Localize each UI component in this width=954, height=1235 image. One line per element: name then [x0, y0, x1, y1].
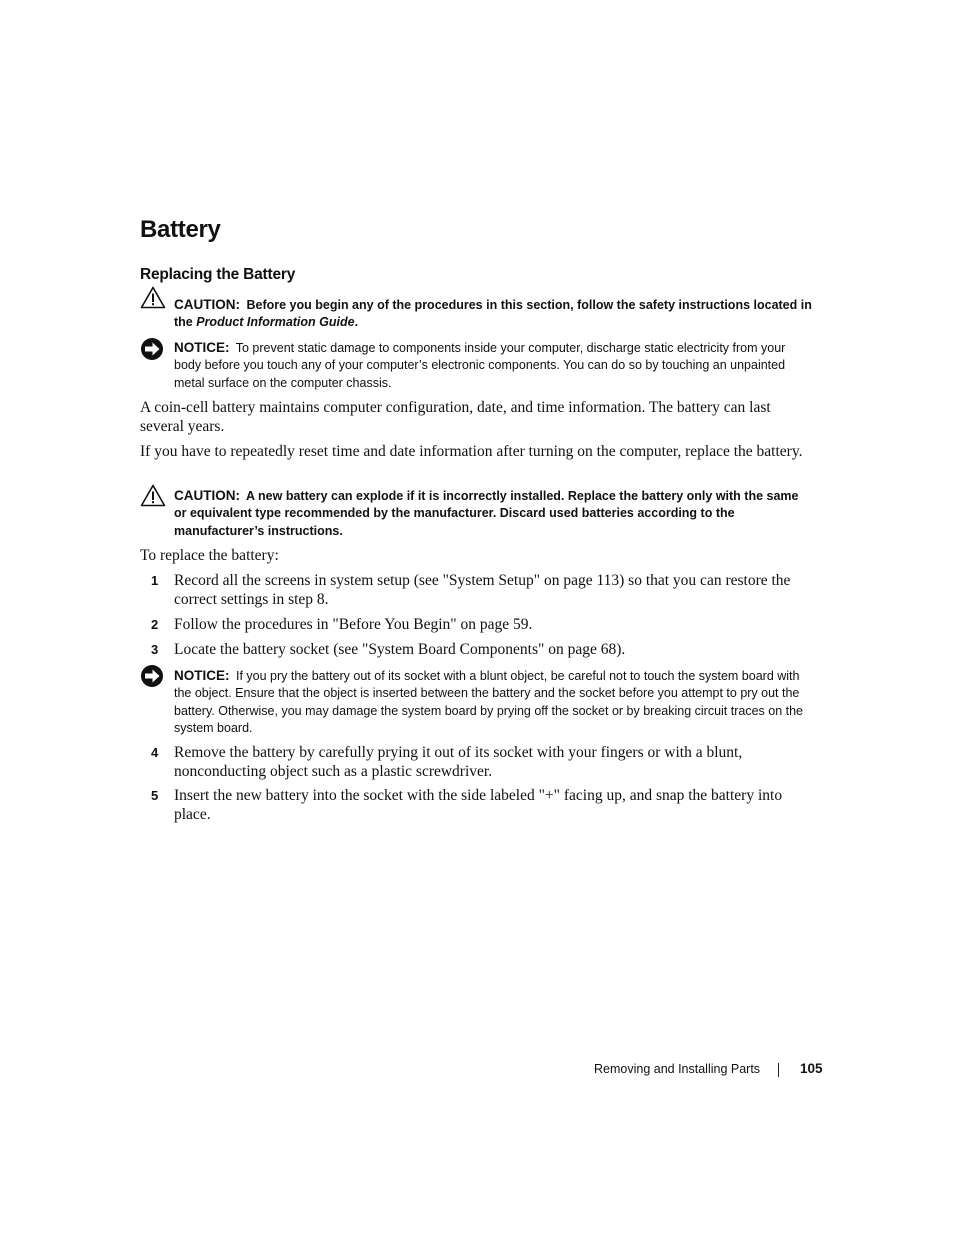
- step-number: 1: [151, 573, 159, 588]
- notice-label: NOTICE:: [174, 340, 230, 355]
- notice-text: If you pry the battery out of its socket with a blunt object, be careful not to touch the system board with the object. Ensure that the object is inserted between the battery and the socket before you attempt to pry out the battery. Otherwise, you may damage the system board by prying off the socket or by breaking circuit traces on the system board.: [174, 669, 804, 735]
- step-text: Follow the procedures in "Before You Begin" on page 59.: [174, 616, 533, 633]
- body-paragraph: A coin-cell battery maintains computer configuration, date, and time information. The battery can last several years.: [140, 399, 771, 435]
- step-text: Record all the screens in system setup (see "System Setup" on page 113) so that you can restore the correct settings in step 8.: [174, 572, 791, 608]
- step-text: Insert the new battery into the socket with the side labeled "+" facing up, and snap the battery into place.: [174, 787, 783, 823]
- notice-text: To prevent static damage to components inside your computer, discharge static electricity from your body before you touch any of your computer’s electronic components. You can do so by touching an unpainted metal surface on the computer chassis.: [174, 341, 786, 390]
- page-number: 105: [800, 1061, 823, 1076]
- caution-end: .: [354, 315, 359, 330]
- guide-reference: Product Information Guide: [196, 315, 355, 330]
- caution-text: A new battery can explode if it is incorrectly installed. Replace the battery only with the same or equivalent type recommended by the manufacturer. Discard used batteries according to the manufacturer’s instructions.: [174, 489, 799, 538]
- footer-section-title: Removing and Installing Parts: [594, 1062, 761, 1076]
- warning-triangle-icon: [140, 286, 166, 309]
- notice-arrow-icon: [140, 664, 164, 688]
- caution-text: Before you begin any of the procedures in this section, follow the safety instructions located in the: [174, 298, 812, 330]
- caution-label: CAUTION:: [174, 297, 240, 312]
- footer-divider: [778, 1063, 779, 1077]
- step-number: 3: [151, 642, 159, 657]
- caution-label: CAUTION:: [174, 488, 240, 503]
- notice-callout: [174, 339, 814, 392]
- section-heading: Replacing the Battery: [140, 266, 296, 283]
- notice-label: NOTICE:: [174, 668, 230, 683]
- step-text: Locate the battery socket (see "System Board Components" on page 68).: [174, 641, 626, 658]
- notice-callout: [174, 667, 814, 737]
- page-title: Battery: [140, 216, 221, 243]
- notice-arrow-icon: [140, 337, 164, 361]
- warning-triangle-icon: [140, 484, 166, 507]
- body-paragraph: To replace the battery:: [140, 547, 279, 564]
- step-text: Remove the battery by carefully prying it out of its socket with your fingers or with a blunt, nonconducting object such as a plastic screwdriver.: [174, 744, 743, 780]
- caution-callout: [174, 487, 814, 540]
- step-number: 5: [151, 788, 159, 803]
- step-number: 2: [151, 617, 159, 632]
- body-paragraph: If you have to repeatedly reset time and date information after turning on the computer, replace the battery.: [140, 443, 803, 460]
- step-number: 4: [151, 745, 159, 760]
- caution-callout: [174, 296, 814, 332]
